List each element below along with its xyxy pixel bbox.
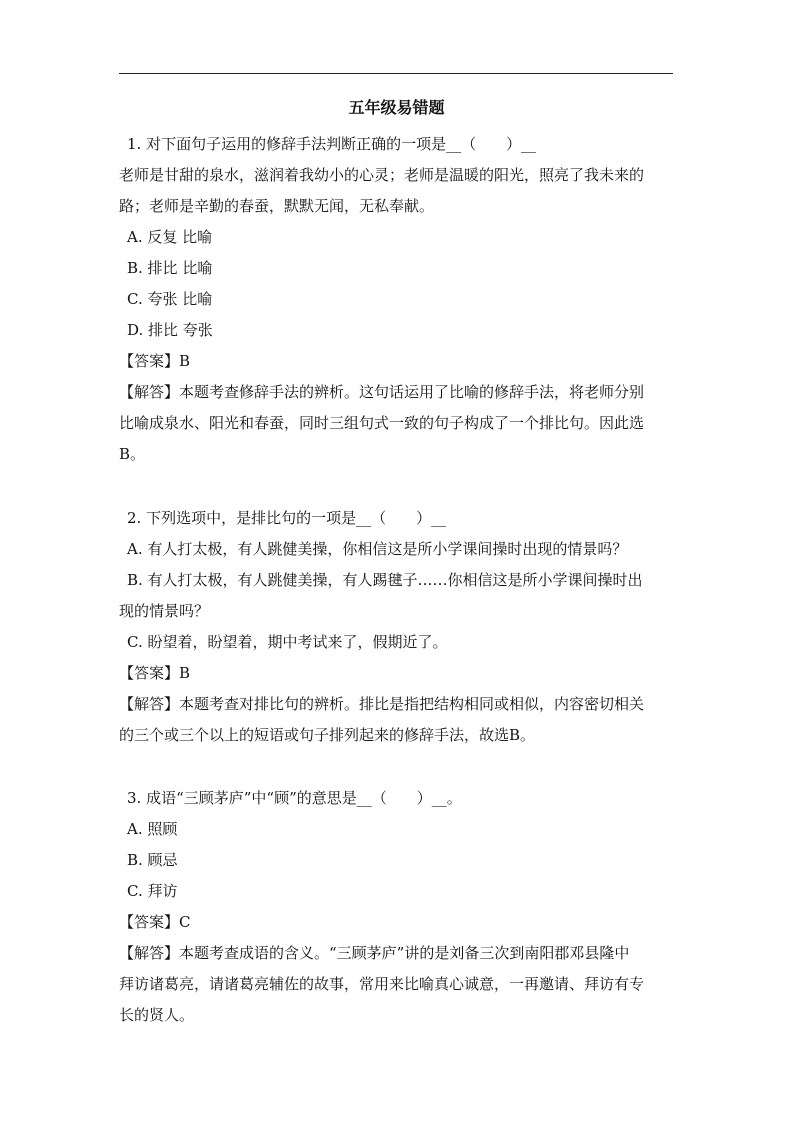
question-3-analysis-line-1: 【解答】本题考查成语的含义。“三顾茅庐”讲的是刘备三次到南阳郡邓县隆中 bbox=[119, 944, 630, 962]
question-1-option-b: B. 排比 比喻 bbox=[127, 259, 213, 277]
question-3-answer: 【答案】C bbox=[119, 913, 191, 931]
question-2-option-b: B. 有人打太极，有人跳健美操，有人踢毽子……你相信这是所小学课间操时出 bbox=[127, 571, 643, 589]
question-3-option-a: A. 照顾 bbox=[127, 820, 178, 838]
question-1-option-c: C. 夸张 比喻 bbox=[127, 290, 213, 308]
question-3-analysis-line-2: 拜访诸葛亮，请诸葛亮辅佐的故事，常用来比喻真心诚意，一再邀请、拜访有专 bbox=[119, 975, 645, 993]
question-3-stem: 3. 成语“三顾茅庐”中“顾”的意思是__（ ）__。 bbox=[127, 789, 462, 807]
question-2-option-a: A. 有人打太极，有人跳健美操，你相信这是所小学课间操时出现的情景吗？ bbox=[127, 540, 628, 558]
question-1-passage-line-2: 路；老师是辛勤的春蚕，默默无闻，无私奉献。 bbox=[119, 197, 435, 215]
question-1-stem: 1. 对下面句子运用的修辞手法判断正确的一项是__（ ）__ bbox=[127, 135, 537, 153]
question-2-stem: 2. 下列选项中，是排比句的一项是__（ ）__ bbox=[127, 509, 447, 527]
question-2-analysis-line-2: 的三个或三个以上的短语或句子排列起来的修辞手法，故选B。 bbox=[119, 726, 536, 744]
question-1-analysis-line-1: 【解答】本题考查修辞手法的辨析。这句话运用了比喻的修辞手法，将老师分别 bbox=[119, 383, 645, 401]
question-2-option-b-cont: 现的情景吗？ bbox=[119, 602, 210, 620]
question-3-analysis-line-3: 长的贤人。 bbox=[119, 1006, 195, 1024]
question-2-analysis-line-1: 【解答】本题考查对排比句的辨析。排比是指把结构相同或相似，内容密切相关 bbox=[119, 695, 645, 713]
question-1-analysis-line-2: 比喻成泉水、阳光和春蚕，同时三组句式一致的句子构成了一个排比句。因此选 bbox=[119, 414, 645, 432]
question-2-option-c: C. 盼望着，盼望着，期中考试来了，假期近了。 bbox=[127, 633, 448, 651]
question-3-option-c: C. 拜访 bbox=[127, 882, 178, 900]
question-1-passage-line-1: 老师是甘甜的泉水，滋润着我幼小的心灵；老师是温暖的阳光，照亮了我未来的 bbox=[119, 166, 645, 184]
question-1-option-d: D. 排比 夸张 bbox=[127, 321, 213, 339]
question-3-option-b: B. 顾忌 bbox=[127, 851, 178, 869]
question-1-option-a: A. 反复 比喻 bbox=[127, 228, 213, 246]
question-1-answer: 【答案】B bbox=[119, 352, 191, 370]
document-title: 五年级易错题 bbox=[348, 98, 445, 117]
question-2-answer: 【答案】B bbox=[119, 664, 191, 682]
question-1-analysis-line-3: B。 bbox=[119, 445, 146, 463]
header-rule bbox=[119, 73, 673, 74]
